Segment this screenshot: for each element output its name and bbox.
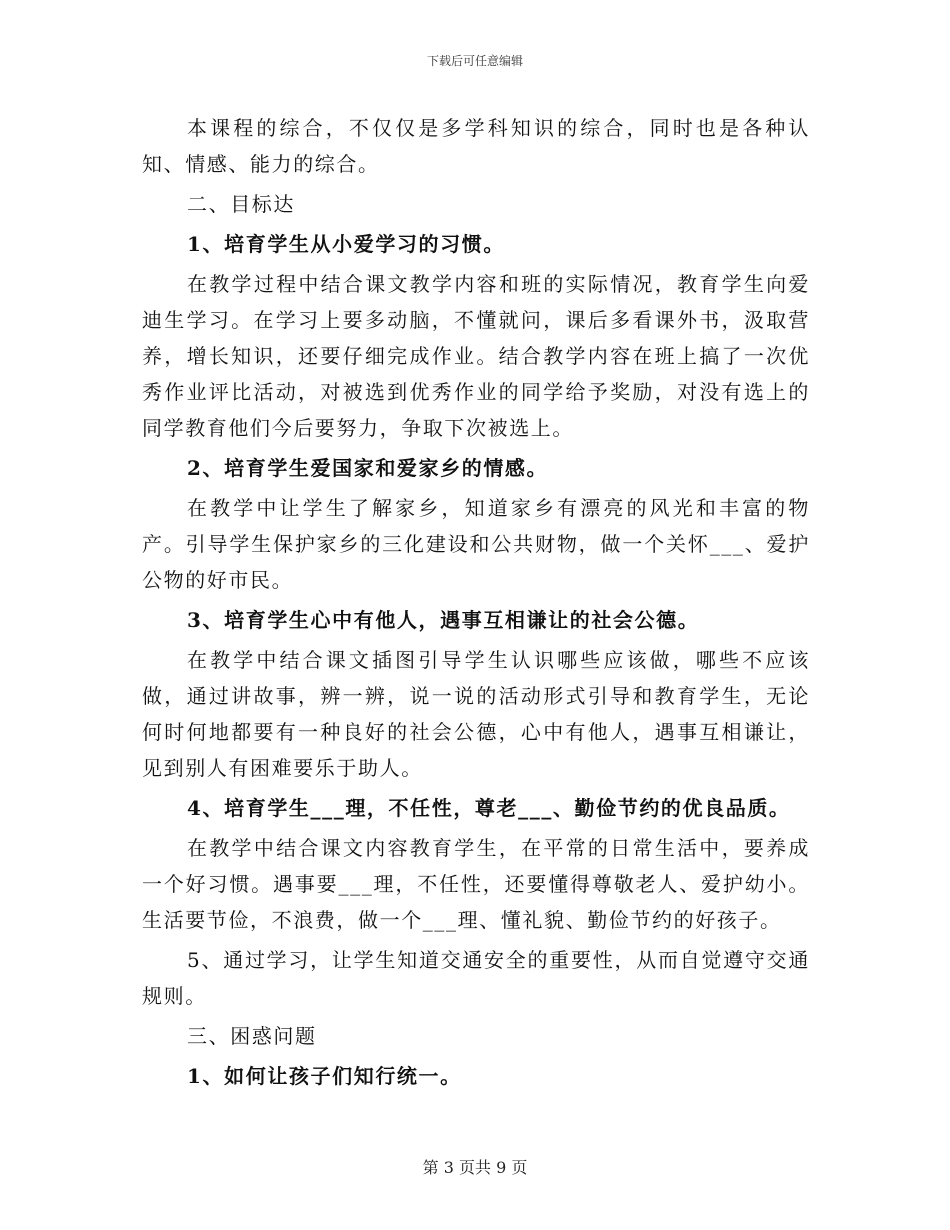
goal-body-1: 在教学过程中结合课文教学内容和班的实际情况，教育学生向爱迪生学习。在学习上要多动脑，不懂就问，课后多看课外书，汲取营养，增长知识，还要仔细完成作业。结合教学内容在班上搞了一次优秀作业评比活动，对被选到优秀作业的同学给予奖励，对没有选上的同学教育他们今后要努力，争取下次被选上。 xyxy=(142,272,810,440)
page-footer: 第 3 页共 9 页 xyxy=(422,1158,528,1177)
problem-heading-1: 1、如何让孩子们知行统一。 xyxy=(187,1064,462,1088)
paragraph-intro-summary: 本课程的综合，不仅仅是多学科知识的综合，同时也是各种认知、情感、能力的综合。 xyxy=(142,116,810,176)
page-header: 下载后可任意编辑 xyxy=(426,54,523,68)
section-heading-problems: 三、困惑问题 xyxy=(187,1024,317,1048)
goal-heading-4: 4、培育学生___理，不任性，尊老___、勤俭节约的优良品质。 xyxy=(187,796,791,820)
section-heading-goals: 二、目标达 xyxy=(187,192,295,216)
goal-item-5: 5、通过学习，让学生知道交通安全的重要性，从而自觉遵守交通规则。 xyxy=(142,948,810,1008)
document-body xyxy=(142,110,810,1094)
goal-body-2: 在教学中让学生了解家乡，知道家乡有漂亮的风光和丰富的物产。引导学生保护家乡的三化建设和公共财物，做一个关怀___、爱护公物的好市民。 xyxy=(142,496,810,592)
goal-heading-3: 3、培育学生心中有他人，遇事互相谦让的社会公德。 xyxy=(187,608,700,632)
goal-heading-2: 2、培育学生爱国家和爱家乡的情感。 xyxy=(187,456,549,480)
goal-body-3: 在教学中结合课文插图引导学生认识哪些应该做，哪些不应该做，通过讲故事，辨一辨，说一说的活动形式引导和教育学生，无论何时何地都要有一种良好的社会公德，心中有他人，遇事互相谦让，见到别人有困难要乐于助人。 xyxy=(142,648,810,780)
goal-body-4: 在教学中结合课文内容教育学生，在平常的日常生活中，要养成一个好习惯。遇事要___理，不任性，还要懂得尊敬老人、爱护幼小。生活要节俭，不浪费，做一个___理、懂礼貌、勤俭节约的好孩子。 xyxy=(142,836,810,932)
goal-heading-1: 1、培育学生从小爱学习的习惯。 xyxy=(187,232,505,256)
